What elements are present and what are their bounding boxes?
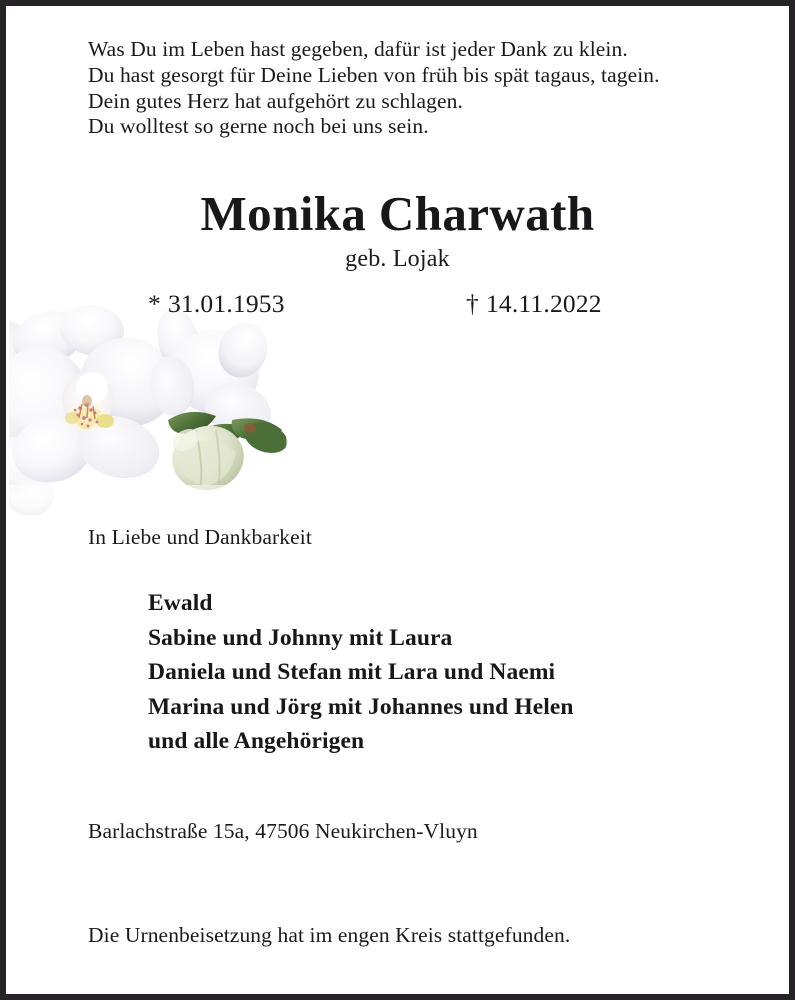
survivor-line: Daniela und Stefan mit Lara und Naemi: [148, 659, 556, 685]
death-cross-icon: †: [466, 289, 479, 318]
survivor-line: Sabine und Johnny mit Laura: [148, 624, 453, 651]
address-line: Barlachstraße 15a, 47506 Neukirchen-Vluyn: [88, 819, 478, 843]
birth-date: [148, 289, 285, 319]
life-dates: [0, 289, 795, 323]
survivor-line: Marina und Jörg mit Johannes und Helen: [148, 693, 574, 720]
verse-line: Was Du im Leben hast gegeben, dafür ist jeder Dank zu klein.: [88, 37, 628, 61]
birth-star-icon: *: [148, 289, 161, 318]
death-date-value: 14.11.2022: [485, 289, 602, 318]
death-date: [466, 289, 602, 319]
dedication-text: In Liebe und Dankbarkeit: [88, 525, 312, 549]
verse-line: Du hast gesorgt für Deine Lieben von früh bis spät tagaus, tagein.: [88, 62, 660, 87]
memorial-verse: [88, 37, 660, 140]
maiden-name: geb. Lojak: [345, 246, 450, 272]
survivor-line: und alle Angehörigen: [148, 728, 365, 754]
verse-line: Du wolltest so gerne noch bei uns sein.: [88, 114, 429, 139]
deceased-name: Monika Charwath: [200, 186, 595, 241]
name-block: [0, 186, 795, 274]
verse-line: Dein gutes Herz hat aufgehört zu schlagen.: [88, 88, 463, 113]
survivor-line: Ewald: [148, 590, 213, 616]
birth-date-value: 31.01.1953: [167, 289, 285, 318]
survivors-list: [148, 586, 574, 759]
closing-note: Die Urnenbeisetzung hat im engen Kreis stattgefunden.: [88, 923, 571, 947]
